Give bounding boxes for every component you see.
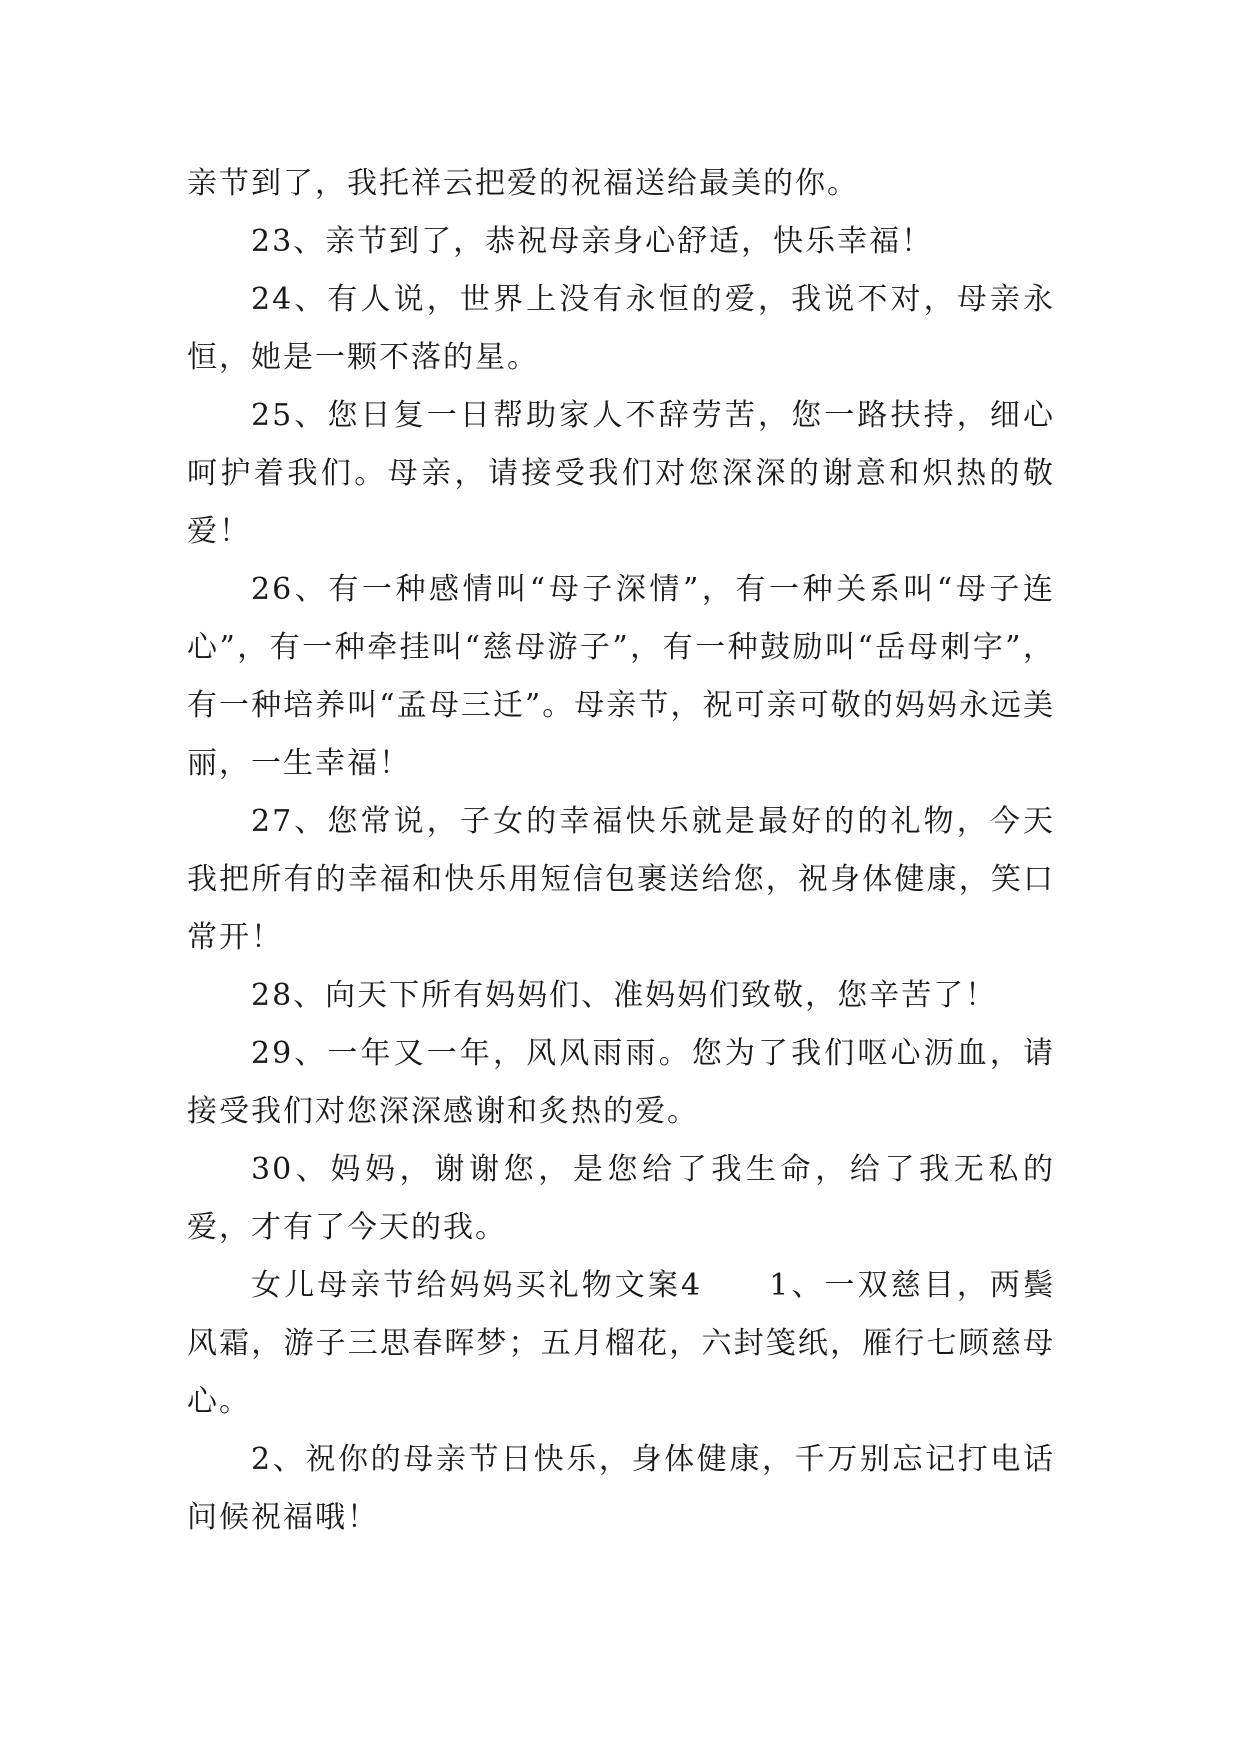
paragraph: 24、有人说，世界上没有永恒的爱，我说不对，母亲永恒，她是一颗不落的星。 bbox=[187, 282, 1055, 375]
section-heading-paragraph: 女儿母亲节给妈妈买礼物文案4 1、一双慈目，两鬓风霜，游子三思春晖梦；五月榴花，六封笺纸，雁行七顾慈母心。 bbox=[187, 1268, 1055, 1419]
paragraph: 23、亲节到了，恭祝母亲身心舒适，快乐幸福！ bbox=[251, 224, 934, 259]
paragraph: 2、祝你的母亲节日快乐，身体健康，千万别忘记打电话问候祝福哦！ bbox=[187, 1442, 1055, 1535]
paragraph: 29、一年又一年，风风雨雨。您为了我们呕心沥血，请接受我们对您深深感谢和炙热的爱。 bbox=[187, 1036, 1055, 1129]
paragraph: 26、有一种感情叫“母子深情”，有一种关系叫“母子连心”，有一种牵挂叫“慈母游子”，有一种鼓励叫“岳母刺字”，有一种培养叫“孟母三迁”。母亲节，祝可亲可敬的妈妈永远美丽，一生幸福！ bbox=[187, 572, 1055, 781]
document-body bbox=[187, 155, 1055, 1547]
paragraph: 28、向天下所有妈妈们、准妈妈们致敬，您辛苦了！ bbox=[251, 978, 998, 1013]
paragraph: 亲节到了，我托祥云把爱的祝福送给最美的你。 bbox=[187, 166, 859, 201]
paragraph: 27、您常说，子女的幸福快乐就是最好的的礼物，今天我把所有的幸福和快乐用短信包裹送给您，祝身体健康，笑口常开！ bbox=[187, 804, 1055, 955]
paragraph: 25、您日复一日帮助家人不辞劳苦，您一路扶持，细心呵护着我们。母亲，请接受我们对您深深的谢意和炽热的敬爱！ bbox=[187, 398, 1055, 549]
paragraph: 30、妈妈，谢谢您，是您给了我生命，给了我无私的爱，才有了今天的我。 bbox=[187, 1152, 1055, 1245]
